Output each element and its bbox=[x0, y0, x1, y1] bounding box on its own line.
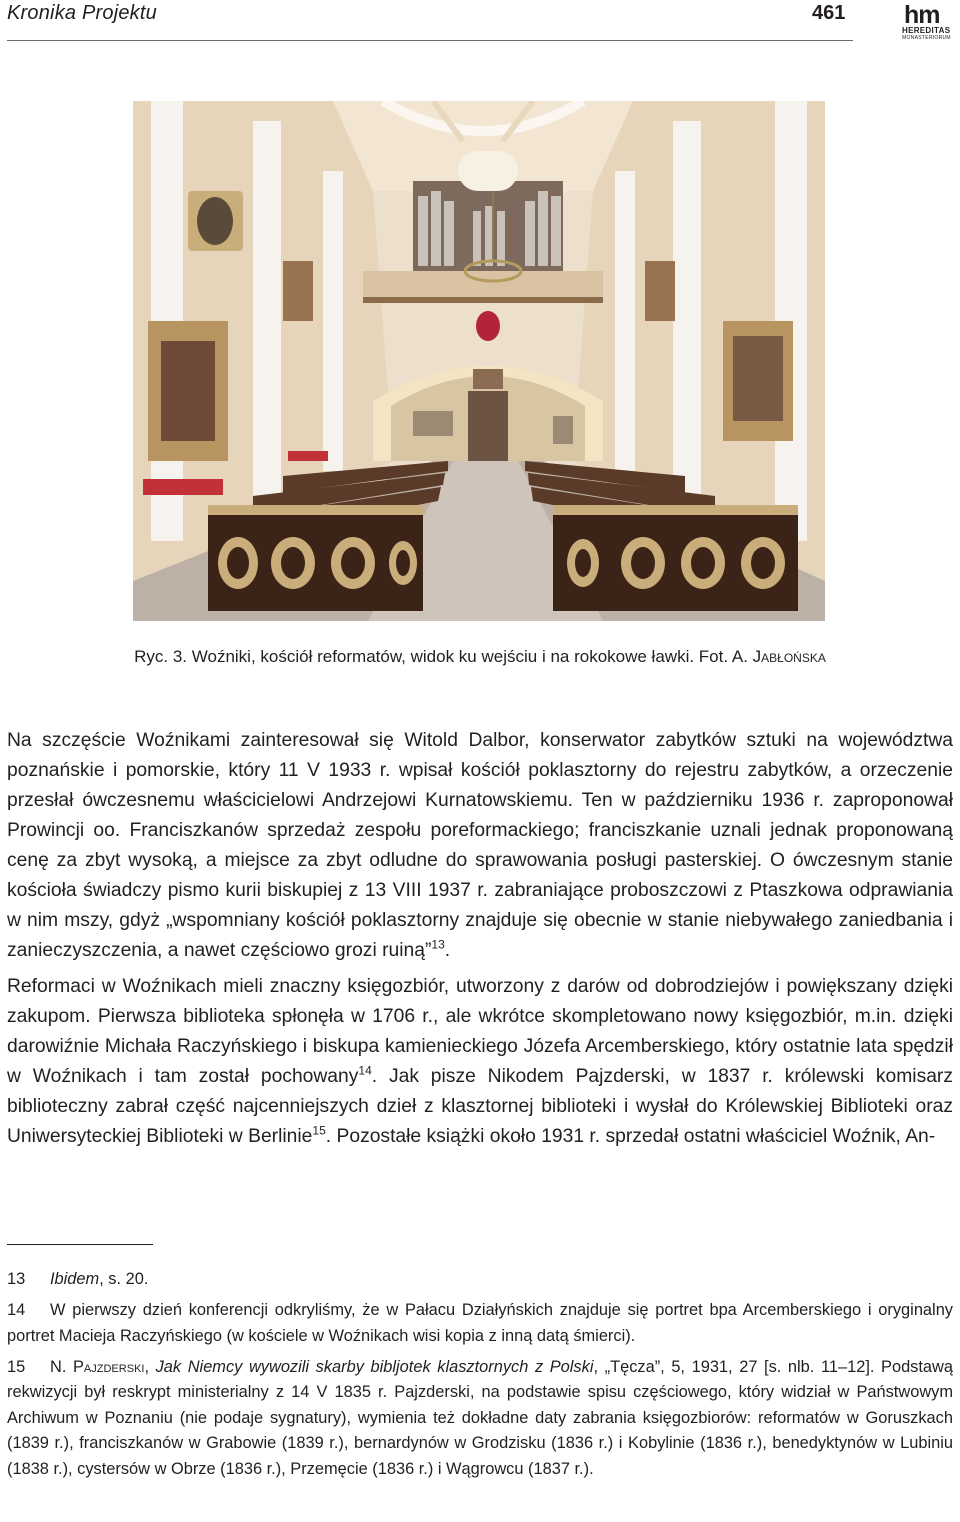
paragraph-text: . Pozostałe książki około 1931 r. sprzedał ostatni właściciel Woźnik, An- bbox=[325, 1126, 936, 1147]
page-header bbox=[0, 0, 960, 46]
header-rule bbox=[7, 40, 853, 41]
paragraph-text: . Jak pisze Nikodem Pajzderski, w 1837 r. królewski komisarz biblioteczny zabrał część najcenniejszych dzieł z klasztornej biblioteki i wysłał do Królewskiej Biblioteki oraz Uniwersyteckiej Biblioteki w Berlinie bbox=[7, 1066, 953, 1147]
logo-subtitle: MONASTERIORUM bbox=[902, 35, 951, 41]
footnote-italic: Ibidem bbox=[50, 1270, 100, 1288]
footnote-number: 13 bbox=[7, 1270, 26, 1288]
paragraph bbox=[7, 972, 953, 1152]
footnote-ref[interactable]: 14 bbox=[358, 1063, 372, 1078]
hereditas-logo bbox=[896, 2, 958, 40]
caption-credit: Jabłońska bbox=[752, 647, 826, 666]
church-interior-photo bbox=[133, 101, 825, 621]
running-title: Kronika Projektu bbox=[7, 2, 157, 24]
footnote-number: 14 bbox=[7, 1301, 26, 1319]
paragraph-text: . bbox=[444, 940, 451, 961]
footnote-author-initial: N. bbox=[50, 1357, 73, 1376]
caption-text: Ryc. 3. Woźniki, kościół reformatów, widok ku wejściu i na rokokowe ławki. Fot. A. bbox=[134, 647, 753, 666]
body-text bbox=[7, 726, 953, 1152]
footnote-14 bbox=[7, 1298, 953, 1349]
footnote-text: W pierwszy dzień konferencji odkryliśmy, że w Pałacu Działyńskich znajduje się portret bpa Arcemberskiego i oryginalny portret Macieja Raczyńskiego (w kościele w Woźnikach wisi kopia z inną datą śmierci). bbox=[7, 1301, 953, 1345]
footnote-13 bbox=[7, 1267, 953, 1293]
footnote-ref[interactable]: 13 bbox=[431, 937, 445, 952]
logo-mark: hm bbox=[904, 1, 940, 29]
footnote-text: , „Tęcza”, 5, 1931, 27 [s. nlb. 11–12]. Podstawą rekwizycji był reskrypt ministerialny z 14 V 1835 r. Pajzderski, na podstawie spisu częściowego, który widział w Państwowym Archiwum w Poznaniu (nie podaje sygnatury), wymienia też dokładne daty zabrania księgozbiorów: reformatów w Goruszkach (1839 r.), franciszkanów w Grabowie (1839 r.), bernardynów w Grodzisku (1836 r.) i Kobylinie (1836 r.), benedyktynów w Lubiniu (1838 r.), cystersów w Obrze (1836 r.), Przemęcie (1836 r.) i Wągrowcu (1837 r.). bbox=[7, 1357, 954, 1478]
paragraph-text: Reformaci w Woźnikach mieli znaczny księgozbiór, utworzony z darów od dobrodziejów i powiększany dzięki zakupom. Pierwsza biblioteka spłonęła w 1706 r., ale wkrótce skompletowano nowy księgozbiór, m.in. dzięki darowiźnie Michała Raczyńskiego i biskupa kamienieckiego Józefa Arcemberskiego, który ostatnie lata spędził w Woźnikach i tam został pochowany bbox=[7, 976, 953, 1087]
paragraph-text: Na szczęście Woźnikami zainteresował się Witold Dalbor, konserwator zabytków sztuki na województwa poznańskie i pomorskie, który 11 V 1933 r. wpisał kościół poklasztorny do rejestru zabytków, a orzeczenie przesłał ówczesnemu właścicielowi Andrzejowi Kurnatowskiemu. Ten w październiku 1936 r. zaproponował Prowincji oo. Franciszkanów sprzedaż zespołu poreformackiego; franciszkanie uznali jednak proponowaną cenę za zbyt wysoką, a miejsce za zbyt odludne do sprawowania posługi pasterskiej. O ówczesnym stanie kościoła świadczy pismo kurii biskupiej z 13 VIII 1937 r. zabraniające proboszczowi z Ptaszkowa odprawiania w nim mszy, gdyż „wspomniany kościół poklasztorny znajduje się obecnie w stanie niebywałego zaniedbania i zanieczyszczenia, a nawet częściowo grozi ruiną” bbox=[7, 730, 953, 961]
footnote-ref[interactable]: 15 bbox=[312, 1123, 326, 1138]
footnote-separator-text: , bbox=[144, 1357, 156, 1376]
footnote-number: 15 bbox=[7, 1357, 26, 1376]
footnote-author: Pajzderski bbox=[73, 1357, 145, 1376]
footnote-separator bbox=[7, 1244, 153, 1245]
logo-wordmark: HEREDITAS bbox=[902, 26, 951, 35]
footnote-15 bbox=[7, 1355, 953, 1483]
footnote-title: Jak Niemcy wywozili skarby bibljotek klasztornych z Polski bbox=[155, 1357, 594, 1376]
page-number: 461 bbox=[812, 2, 846, 24]
footnote-text: , s. 20. bbox=[99, 1270, 149, 1288]
paragraph bbox=[7, 726, 953, 966]
figure-caption bbox=[0, 646, 960, 668]
footnotes bbox=[7, 1267, 953, 1488]
